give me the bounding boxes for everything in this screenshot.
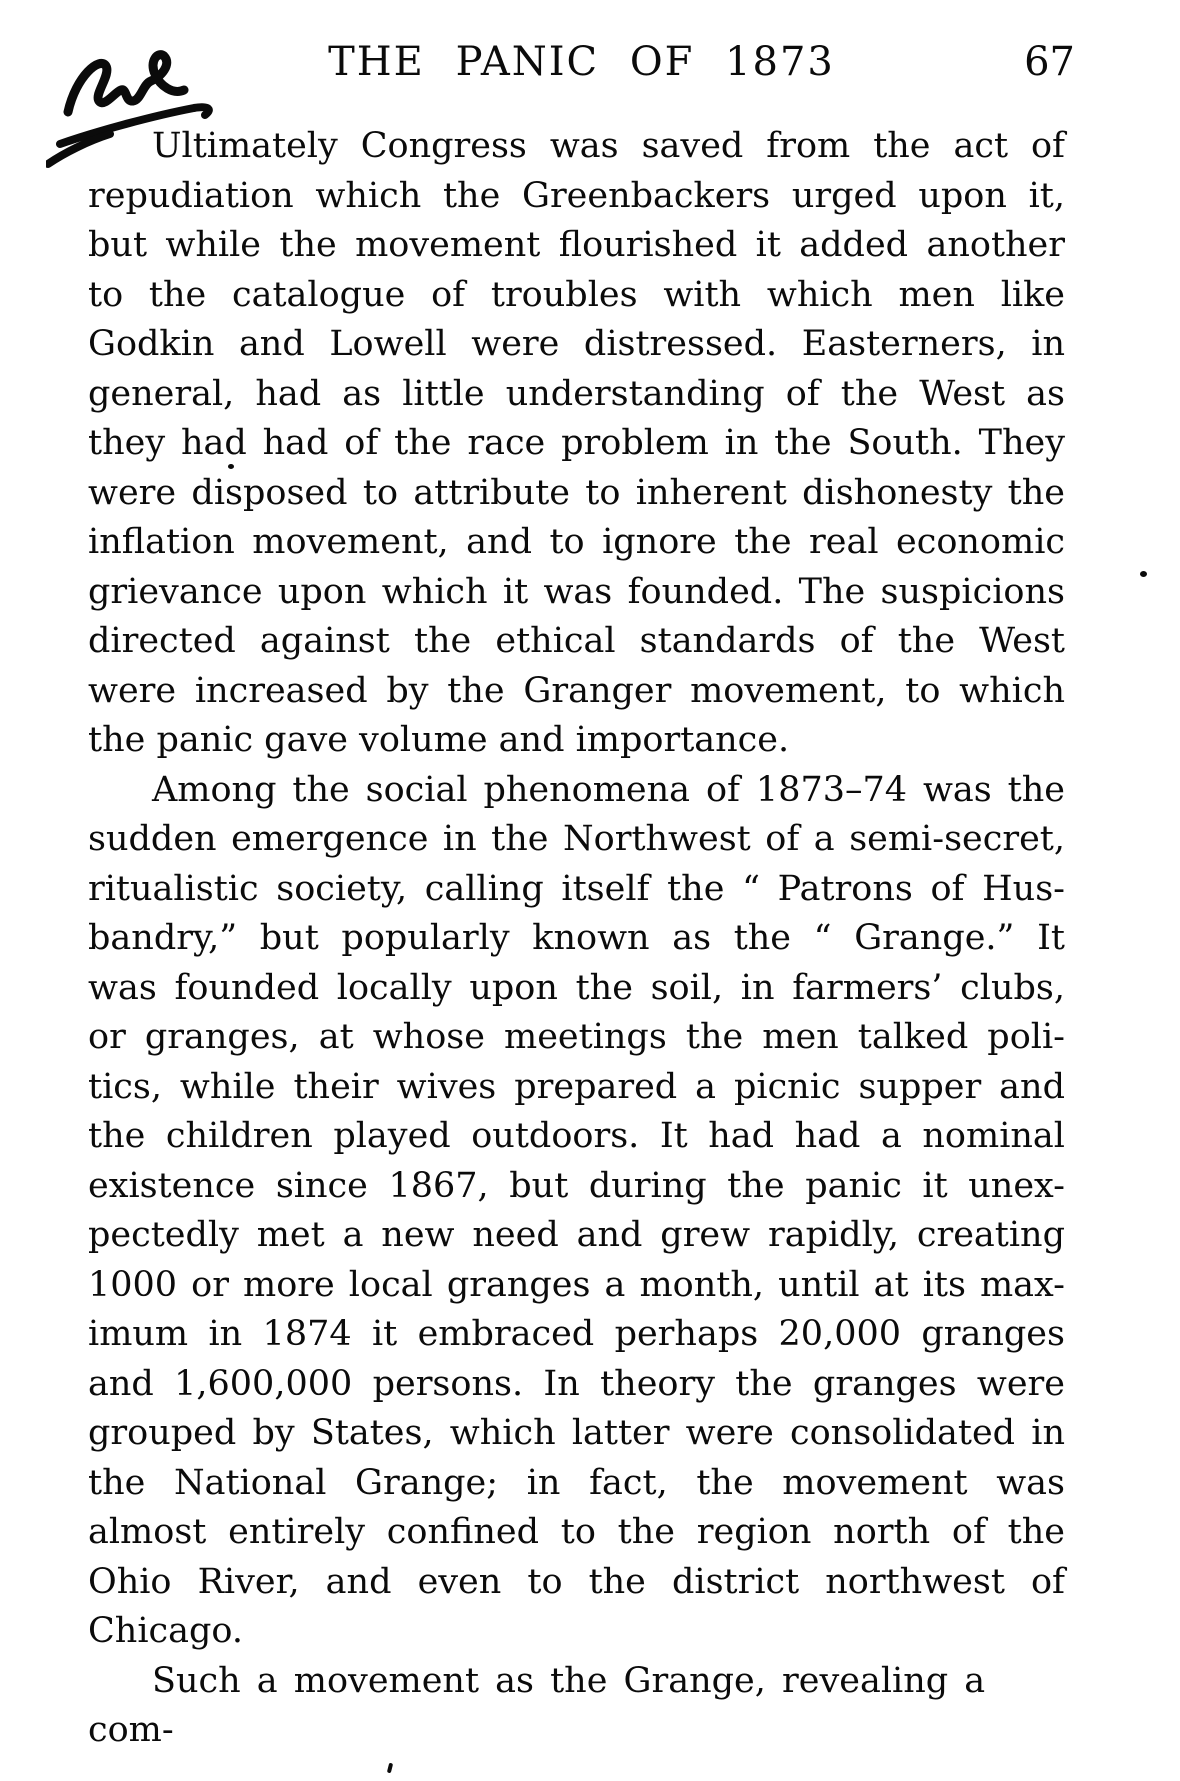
- text-line: repudiation which the Greenbackers urged upon it,: [88, 175, 1065, 216]
- text-line: was founded locally upon the soil, in farmers’ clubs,: [88, 967, 1065, 1008]
- text-line: existence since 1867, but during the panic it unex-: [88, 1165, 1065, 1206]
- text-line: tics, while their wives prepared a picnic supper and: [88, 1066, 1065, 1107]
- text-line: grievance upon which it was founded. The suspicions: [88, 571, 1065, 612]
- text-line: bandry,” but popularly known as the “ Grange.” It: [88, 918, 1065, 958]
- text-line: Godkin and Lowell were distressed. Easterners, in: [88, 324, 1065, 364]
- text-line: the National Grange; in fact, the movement was: [88, 1462, 1065, 1503]
- text-line: general, had as little understanding of the West as: [88, 373, 1065, 414]
- text-line: Such a movement as the Grange, revealing a com-: [88, 1660, 986, 1750]
- text-line: or granges, at whose meetings the men talked poli-: [88, 1017, 1065, 1057]
- text-line: almost entirely confined to the region north of the: [88, 1512, 1065, 1552]
- text-line: the children played outdoors. It had had a nominal: [88, 1116, 1065, 1156]
- page-number: 67: [1024, 39, 1075, 85]
- text-line: they had had of the race problem in the South. They: [88, 423, 1065, 463]
- text-line: directed against the ethical standards of the West: [88, 621, 1065, 661]
- text-line: Ohio River, and even to the district northwest of: [88, 1561, 1065, 1602]
- text-line: but while the movement flourished it added another: [88, 225, 1065, 265]
- ink-speck: [1140, 571, 1147, 577]
- paragraph-1: [88, 122, 1065, 766]
- text-line: inflation movement, and to ignore the real economic: [88, 522, 1065, 562]
- text-line: to the catalogue of troubles with which men like: [88, 274, 1065, 315]
- text-line: 1000 or more local granges a month, until at its max-: [88, 1264, 1065, 1305]
- page-header: [88, 40, 1075, 84]
- text-line: pectedly met a new need and grew rapidly, creating: [88, 1215, 1065, 1255]
- text-line: Among the social phenomena of 1873–74 was the: [152, 769, 1065, 810]
- ink-speck: [228, 464, 234, 469]
- running-title: THE PANIC OF 1873: [328, 39, 835, 85]
- ink-speck: [387, 1763, 393, 1774]
- text-line: grouped by States, which latter were consolidated in: [88, 1413, 1065, 1453]
- text-line: ritualistic society, calling itself the “ Patrons of Hus-: [88, 868, 1065, 909]
- text-line: were disposed to attribute to inherent dishonesty the: [88, 472, 1065, 513]
- text-line: the panic gave volume and importance.: [88, 720, 790, 760]
- paragraph-2: [88, 766, 1065, 1657]
- text-line: imum in 1874 it embraced perhaps 20,000 granges: [88, 1314, 1065, 1354]
- text-line: Ultimately Congress was saved from the act of: [152, 126, 1065, 166]
- paragraph-3: [88, 1657, 1065, 1750]
- text-line: were increased by the Granger movement, to which: [88, 670, 1065, 711]
- text-line: and 1,600,000 persons. In theory the granges were: [88, 1363, 1065, 1404]
- page-body: [88, 122, 1065, 1750]
- text-line: Chicago.: [88, 1611, 243, 1651]
- text-line: sudden emergence in the Northwest of a semi-secret,: [88, 819, 1065, 859]
